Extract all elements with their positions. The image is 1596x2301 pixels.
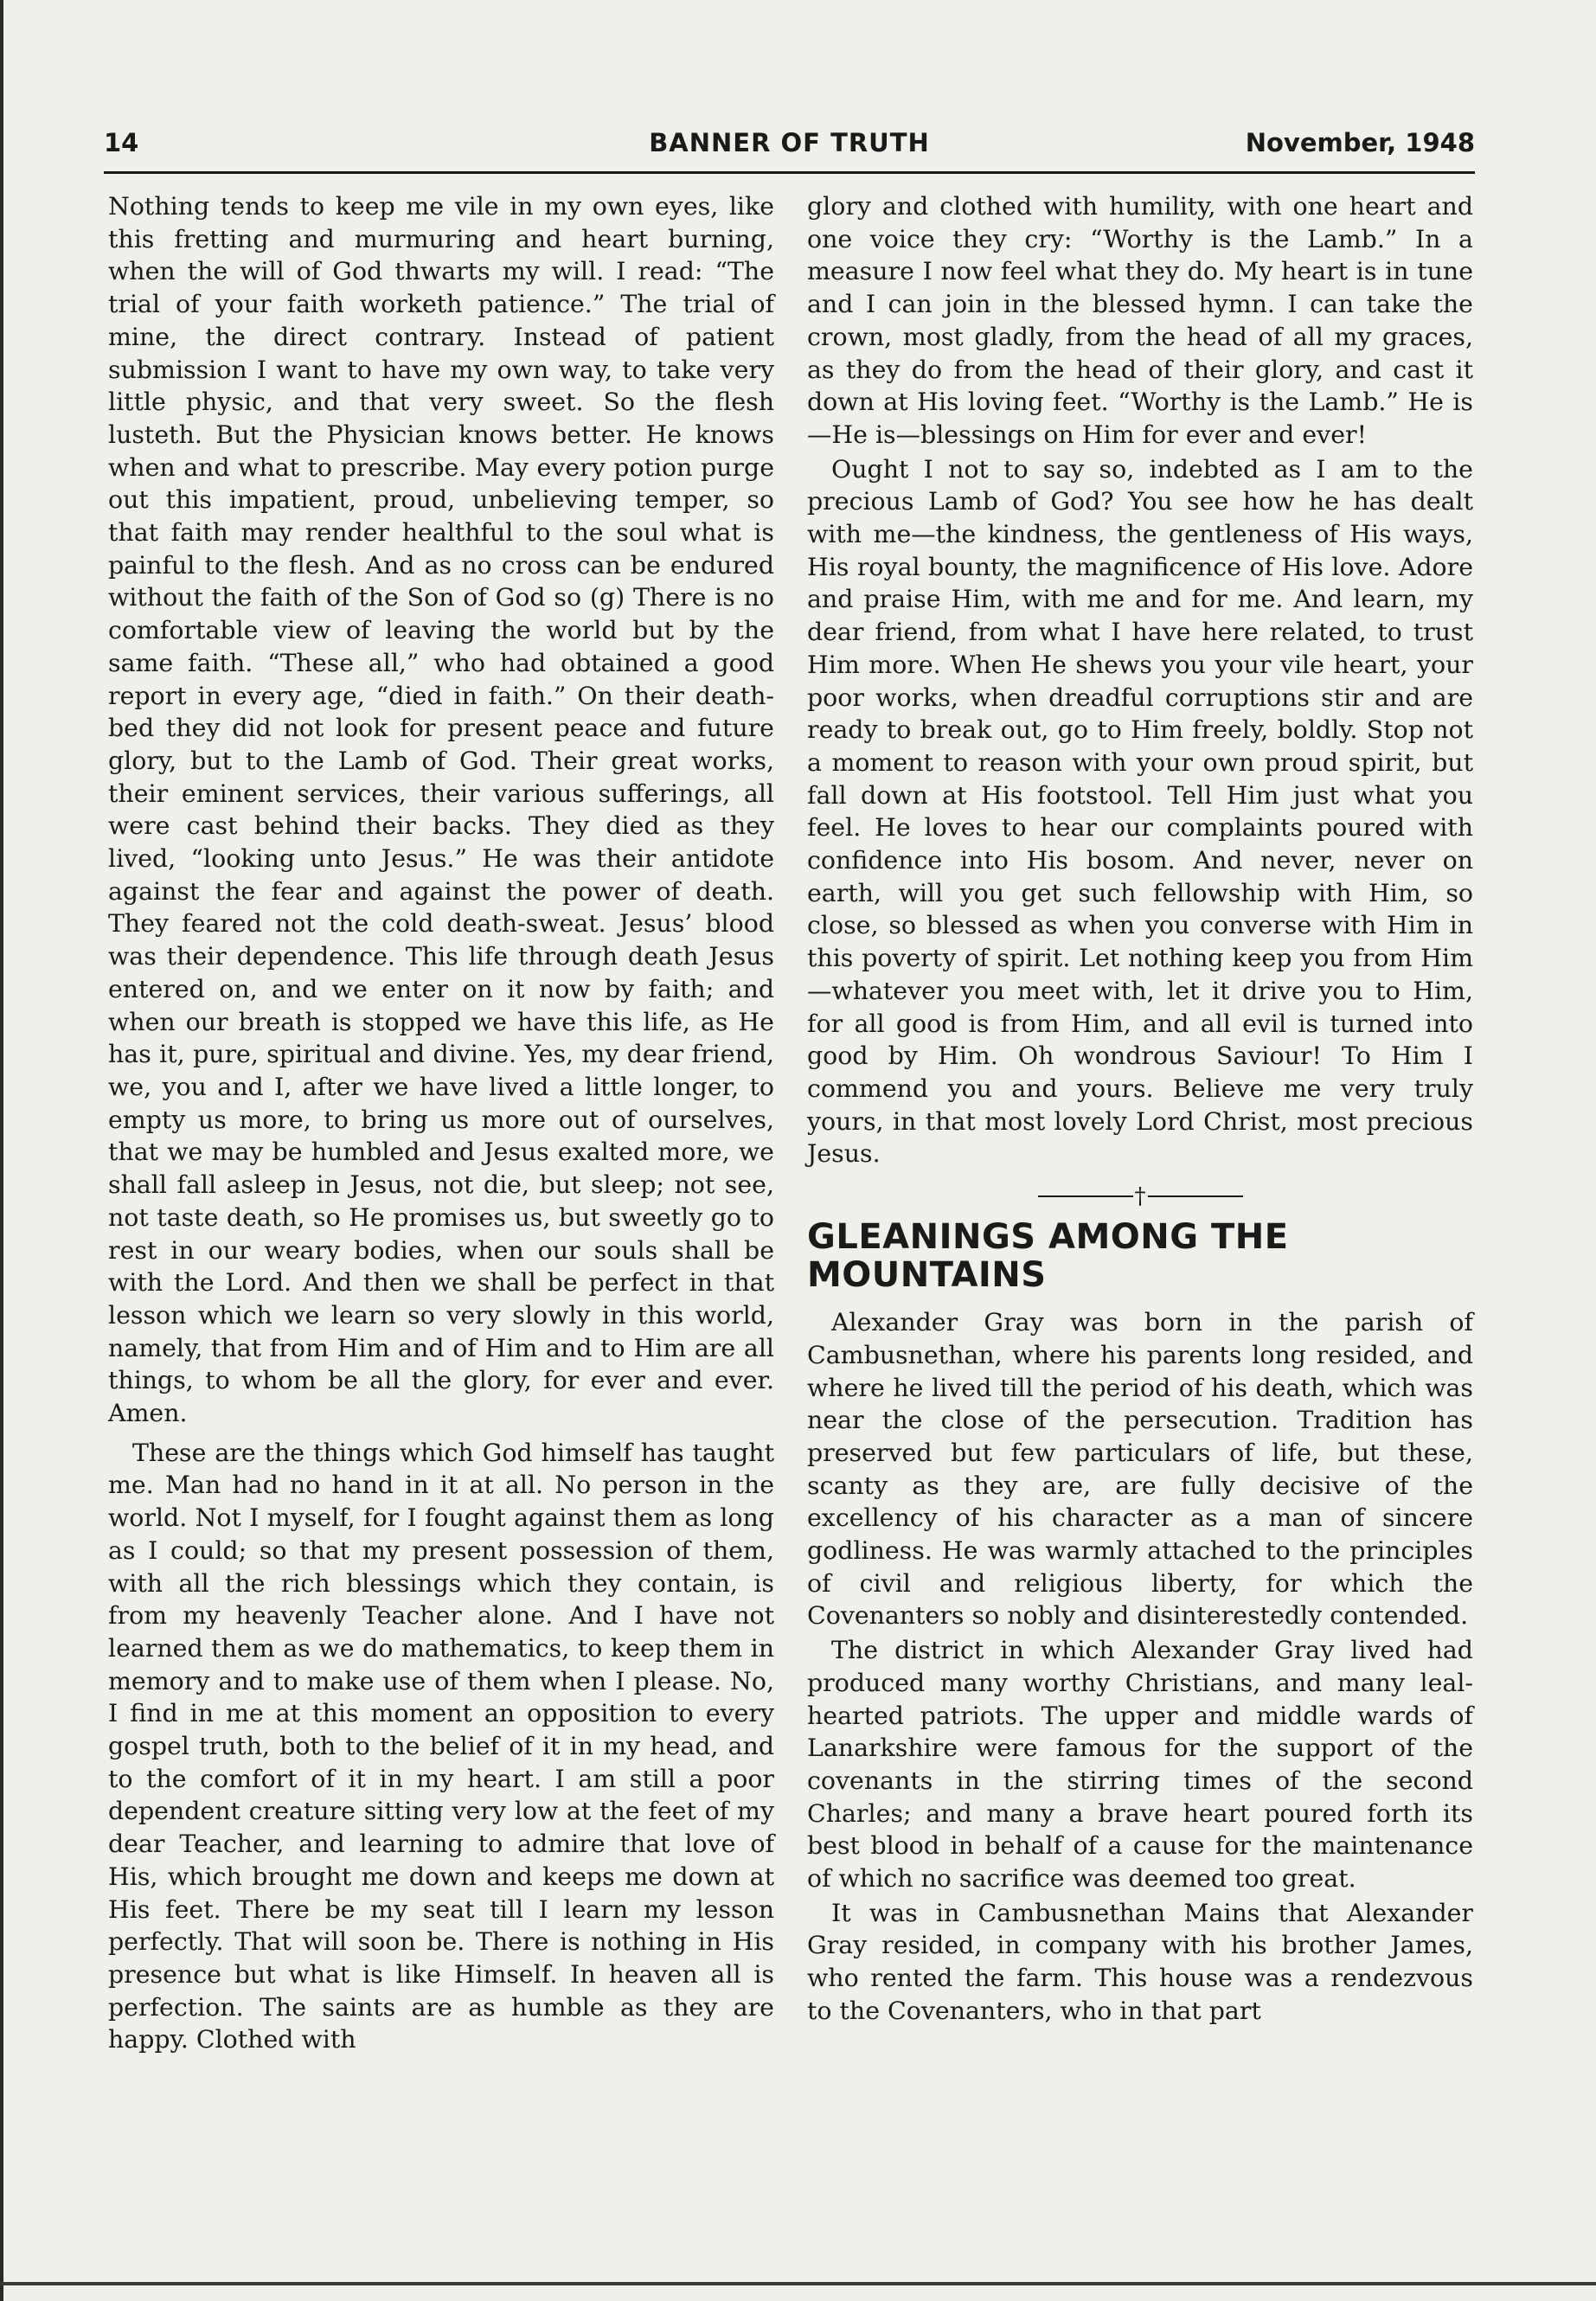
left-column bbox=[108, 190, 774, 2056]
right-column bbox=[807, 190, 1473, 2028]
running-header bbox=[104, 128, 1475, 166]
paragraph: These are the things which God himself has taught me. Man had no hand in it at all. No person in the world. Not I myself, for I fought against them as long as I could; so that my present possession of them, with all the rich blessings which they contain, is from my heavenly Teacher alone. And I have not learned them as we do mathematics, to keep them in memory and to make use of them when I please. No, I find in me at this moment an opposition to every gospel truth, both to the belief of it in my head, and to the comfort of it in my heart. I am still a poor dependent creature sitting very low at the feet of my dear Teacher, and learning to admire that love of His, which brought me down and keeps me down at His feet. There be my seat till I learn my lesson perfectly. That will soon be. There is nothing in His presence but what is like Himself. In heaven all is perfection. The saints are as humble as they are happy. Clothed with bbox=[108, 1438, 774, 2054]
paragraph: Ought I not to say so, indebted as I am to the precious Lamb of God? You see how he has dealt with me—the kindness, the gentleness of His ways, His royal bounty, the magnificence of His love. Adore and praise Him, with me and for me. And learn, my dear friend, from what I have here related, to trust Him more. When He shews you your vile heart, your poor works, when dreadful corruptions stir and are ready to break out, go to Him freely, boldly. Stop not a moment to reason with your own proud spirit, but fall down at His footstool. Tell Him just what you feel. He loves to hear our complaints poured with confidence into His bosom. And never, never on earth, will you get such fellowship with Him, so close, so blessed as when you converse with Him in this poverty of spirit. Let nothing keep you from Him—whatever you meet with, let it drive you to Him, for all good is from Him, and all evil is turned into good by Him. Oh wondrous Saviour! To Him I commend you and yours. Believe me very truly yours, in that most lovely Lord Christ, most precious Jesus. bbox=[807, 454, 1473, 1169]
dagger-ornament: † bbox=[1134, 1183, 1146, 1210]
paragraph: glory and clothed with humility, with one heart and one voice they cry: “Worthy is the Lamb.” In a measure I now feel what they do. My heart is in tune and I can join in the blessed hymn. I can take the crown, most gladly, from the head of all my graces, as they do from the head of their glory, and cast it down at His loving feet. “Worthy is the Lamb.” He is—He is—blessings on Him for ever and ever! bbox=[807, 192, 1473, 449]
divider-line bbox=[1038, 1195, 1133, 1197]
section-heading: GLEANINGS AMONG THE MOUNTAINS bbox=[807, 1217, 1289, 1296]
paragraph: It was in Cambusnethan Mains that Alexander Gray resided, in company with his brother James, who rented the farm. This house was a rendezvous to the Covenanters, who in that part bbox=[807, 1898, 1473, 2025]
page-number: 14 bbox=[104, 128, 139, 157]
page-edge bbox=[0, 0, 3, 2301]
paragraph: Nothing tends to keep me vile in my own eyes, like this fretting and murmuring and heart burning, when the will of God thwarts my will. I read: “The trial of your faith worketh patience.” The trial of mine, the direct contrary. Instead of patient submission I want to have my own way, to take very little physic, and that very sweet. So the flesh lusteth. But the Physician knows better. He knows when and what to prescribe. May every potion purge out this impatient, proud, unbelieving temper, so that faith may render healthful to the soul what is painful to the flesh. And as no cross can be endured without the faith of the Son of God so (g) There is no comfortable view of leaving the world but by the same faith. “These all,” who had obtained a good report in every age, “died in faith.” On their death-bed they did not look for present peace and future glory, but to the Lamb of God. Their great works, their eminent services, their various sufferings, all were cast behind their backs. They died as they lived, “looking unto Jesus.” He was their antidote against the fear and against the power of death. They feared not the cold death-sweat. Jesus’ blood was their dependence. This life through death Jesus entered on, and we enter on it now by faith; and when our breath is stopped we have this life, as He has it, pure, spiritual and divine. Yes, my dear friend, we, you and I, after we have lived a little longer, to empty us more, to bring us more out of ourselves, that we may be humbled and Jesus exalted more, we shall fall asleep in Jesus, not die, but sleep; not see, not taste death, so He promises us, but sweetly go to rest in our weary bodies, when our souls shall be with the Lord. And then we shall be perfect in that lesson which we learn so very slowly in this world, namely, that from Him and of Him and to Him are all things, to whom be all the glory, for ever and ever. Amen. bbox=[108, 192, 774, 1428]
issue-date: November, 1948 bbox=[1245, 128, 1475, 157]
page-bottom-edge bbox=[0, 2282, 1596, 2285]
publication-title: BANNER OF TRUTH bbox=[649, 128, 930, 157]
paragraph: Alexander Gray was born in the parish of Cambusnethan, where his parents long resided, and where he lived till the period of his death, which was near the close of the persecution. Tradition has preserved but few particulars of life, but these, scanty as they are, are fully decisive of the excellency of his character as a man of sincere godliness. He was warmly attached to the principles of civil and religious liberty, for which the Covenanters so nobly and disinterestedly contended. bbox=[807, 1308, 1473, 1631]
header-rule bbox=[104, 171, 1475, 174]
divider-line bbox=[1148, 1195, 1243, 1197]
paragraph: The district in which Alexander Gray lived had produced many worthy Christians, and many leal-hearted patriots. The upper and middle wards of Lanarkshire were famous for the support of the covenants in the stirring times of the second Charles; and many a brave heart poured forth its best blood in behalf of a cause for the maintenance of which no sacrifice was deemed too great. bbox=[807, 1636, 1473, 1894]
section-divider bbox=[807, 1183, 1473, 1209]
